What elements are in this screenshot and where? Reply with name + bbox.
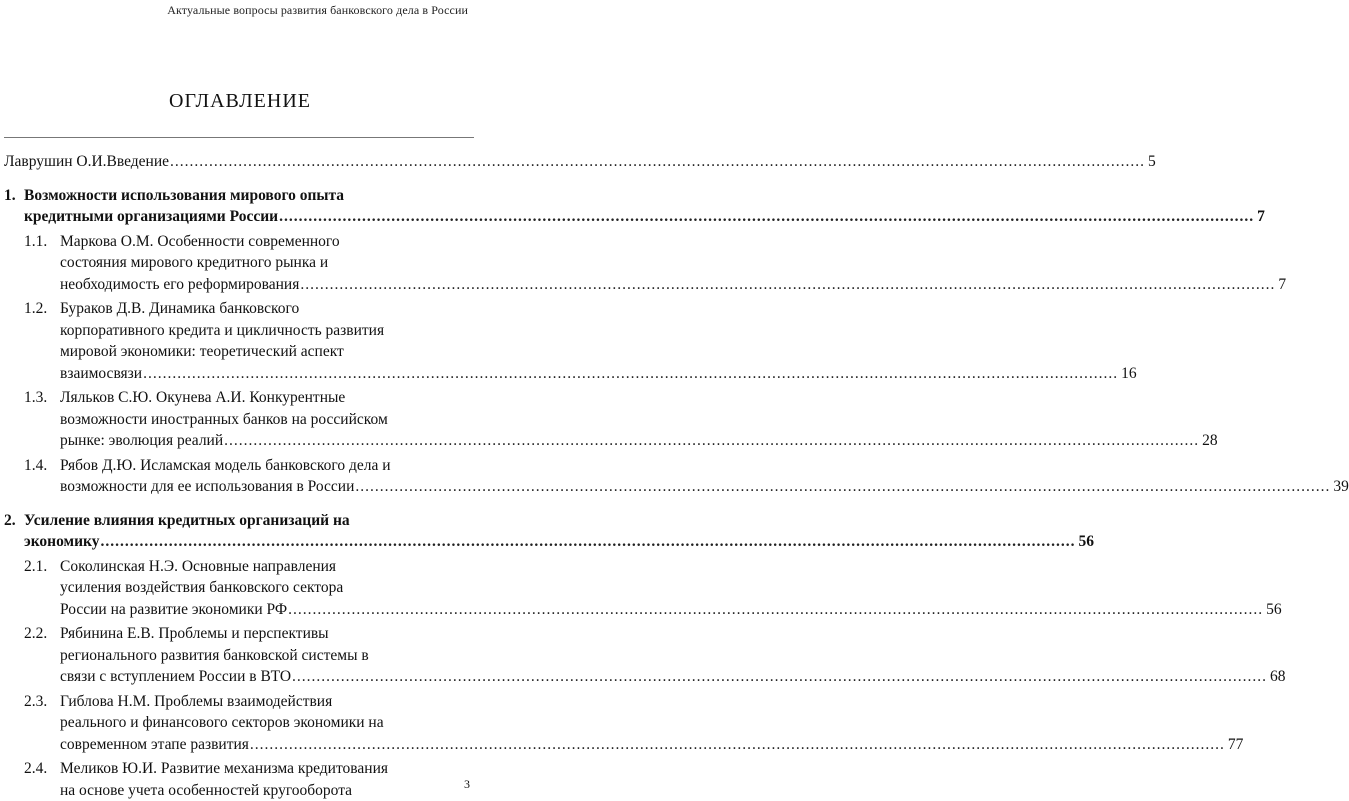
entry-title-line: регионального развития банковской системы в <box>60 645 474 667</box>
entry-page: 16 <box>1119 363 1137 385</box>
entry-title-line: Меликов Ю.И. Развитие механизма кредитования <box>60 758 474 780</box>
dot-leader: ........................................................................................................................................................................................................ <box>224 430 1199 452</box>
entry-page: 56 <box>1077 531 1095 553</box>
running-head: Актуальные вопросы развития банковского дела в России <box>167 3 468 18</box>
entry-number: 1. <box>4 185 16 207</box>
toc-item[interactable] <box>4 758 474 801</box>
entry-last-line <box>60 780 474 801</box>
entry-title-line: экономику <box>24 531 100 553</box>
dot-leader: ........................................................................................................................................................................................................ <box>300 274 1275 296</box>
entry-title-line: связи с вступлением России в ВТО <box>60 666 291 688</box>
toc-intro[interactable] <box>4 151 474 173</box>
entry-last-line <box>60 430 474 452</box>
entry-text <box>4 623 474 688</box>
entry-last-line <box>60 599 474 621</box>
entry-number: 1.1. <box>24 231 47 253</box>
entry-last-line <box>4 151 474 173</box>
entry-number: 1.2. <box>24 298 47 320</box>
toc-item[interactable] <box>4 231 474 296</box>
entry-last-line <box>60 476 474 498</box>
entry-title-line: Возможности использования мирового опыта <box>24 185 474 207</box>
entry-page: 68 <box>1268 666 1286 688</box>
dot-leader: ........................................................................................................................................................................................................ <box>143 363 1118 385</box>
toc-item[interactable] <box>4 298 474 384</box>
entry-title-line: кредитными организациями России <box>24 206 278 228</box>
entry-number: 2.3. <box>24 691 47 713</box>
toc-item[interactable] <box>4 455 474 498</box>
entry-title-line: усиления воздействия банковского сектора <box>60 577 474 599</box>
entry-last-line <box>60 666 474 688</box>
entry-text <box>4 556 474 621</box>
toc-item[interactable] <box>4 556 474 621</box>
entry-title-line: Рябинина Е.В. Проблемы и перспективы <box>60 623 474 645</box>
entry-text <box>4 387 474 452</box>
entry-title-line: на основе учета особенностей кругооборота <box>60 780 352 801</box>
entry-text <box>4 510 474 553</box>
table-of-contents <box>4 151 474 801</box>
entry-text <box>4 758 474 801</box>
toc-section[interactable] <box>4 185 474 228</box>
entry-number: 2.4. <box>24 758 47 780</box>
entry-title-line: реального и финансового секторов экономики на <box>60 712 474 734</box>
dot-leader: ........................................................................................................................................................................................................ <box>101 531 1076 553</box>
dot-leader: ........................................................................................................................................................................................................ <box>279 206 1254 228</box>
entry-page: 5 <box>1146 151 1156 173</box>
entry-last-line <box>60 274 474 296</box>
entry-page: 77 <box>1226 734 1244 756</box>
dot-leader: ........................................................................................................................................................................................................ <box>288 599 1263 621</box>
entry-last-line <box>60 734 474 756</box>
entry-title-line: Усиление влияния кредитных организаций на <box>24 510 474 532</box>
entry-title-line: России на развитие экономики РФ <box>60 599 287 621</box>
entry-title-line: Соколинская Н.Э. Основные направления <box>60 556 474 578</box>
toc-item[interactable] <box>4 691 474 756</box>
entry-title-line: Лаврушин О.И.Введение <box>4 151 169 173</box>
entry-title-line: Гиблова Н.М. Проблемы взаимодействия <box>60 691 474 713</box>
entry-title-line: возможности иностранных банков на российском <box>60 409 474 431</box>
entry-title-line: Рябов Д.Ю. Исламская модель банковского дела и <box>60 455 474 477</box>
entry-number: 2.1. <box>24 556 47 578</box>
entry-title-line: состояния мирового кредитного рынка и <box>60 252 474 274</box>
entry-title-line: взаимосвязи <box>60 363 142 385</box>
entry-text <box>4 231 474 296</box>
entry-title-line: Ляльков С.Ю. Окунева А.И. Конкурентные <box>60 387 474 409</box>
entry-text <box>4 298 474 384</box>
entry-last-line <box>60 363 474 385</box>
entry-number: 1.4. <box>24 455 47 477</box>
entry-page: 39 <box>1331 476 1349 498</box>
title-divider <box>4 137 474 138</box>
entry-text <box>4 455 474 498</box>
entry-title-line: возможности для ее использования в России <box>60 476 354 498</box>
entry-title-line: Бураков Д.В. Динамика банковского <box>60 298 474 320</box>
entry-title-line: рынке: эволюция реалий <box>60 430 223 452</box>
entry-number: 1.3. <box>24 387 47 409</box>
entry-text <box>4 185 474 228</box>
entry-number: 2.2. <box>24 623 47 645</box>
dot-leader: ........................................................................................................................................................................................................ <box>250 734 1225 756</box>
entry-text <box>4 691 474 756</box>
entry-page: 7 <box>1276 274 1286 296</box>
page-title: ОГЛАВЛЕНИЕ <box>0 90 480 113</box>
entry-title-line: корпоративного кредита и цикличность развития <box>60 320 474 342</box>
entry-number: 2. <box>4 510 16 532</box>
entry-title-line: необходимость его реформирования <box>60 274 299 296</box>
entry-text <box>4 151 474 173</box>
page-number: 3 <box>464 777 470 792</box>
entry-title-line: современном этапе развития <box>60 734 249 756</box>
entry-page: 7 <box>1255 206 1265 228</box>
entry-title-line: мировой экономики: теоретический аспект <box>60 341 474 363</box>
entry-last-line <box>24 531 474 553</box>
entry-title-line: Маркова О.М. Особенности современного <box>60 231 474 253</box>
entry-page: 28 <box>1200 430 1218 452</box>
entry-page: 56 <box>1264 599 1282 621</box>
toc-item[interactable] <box>4 387 474 452</box>
dot-leader: ........................................................................................................................................................................................................ <box>355 476 1330 498</box>
toc-item[interactable] <box>4 623 474 688</box>
dot-leader: ........................................................................................................................................................................................................ <box>170 151 1145 173</box>
dot-leader: ........................................................................................................................................................................................................ <box>292 666 1267 688</box>
entry-last-line <box>24 206 474 228</box>
toc-section[interactable] <box>4 510 474 553</box>
